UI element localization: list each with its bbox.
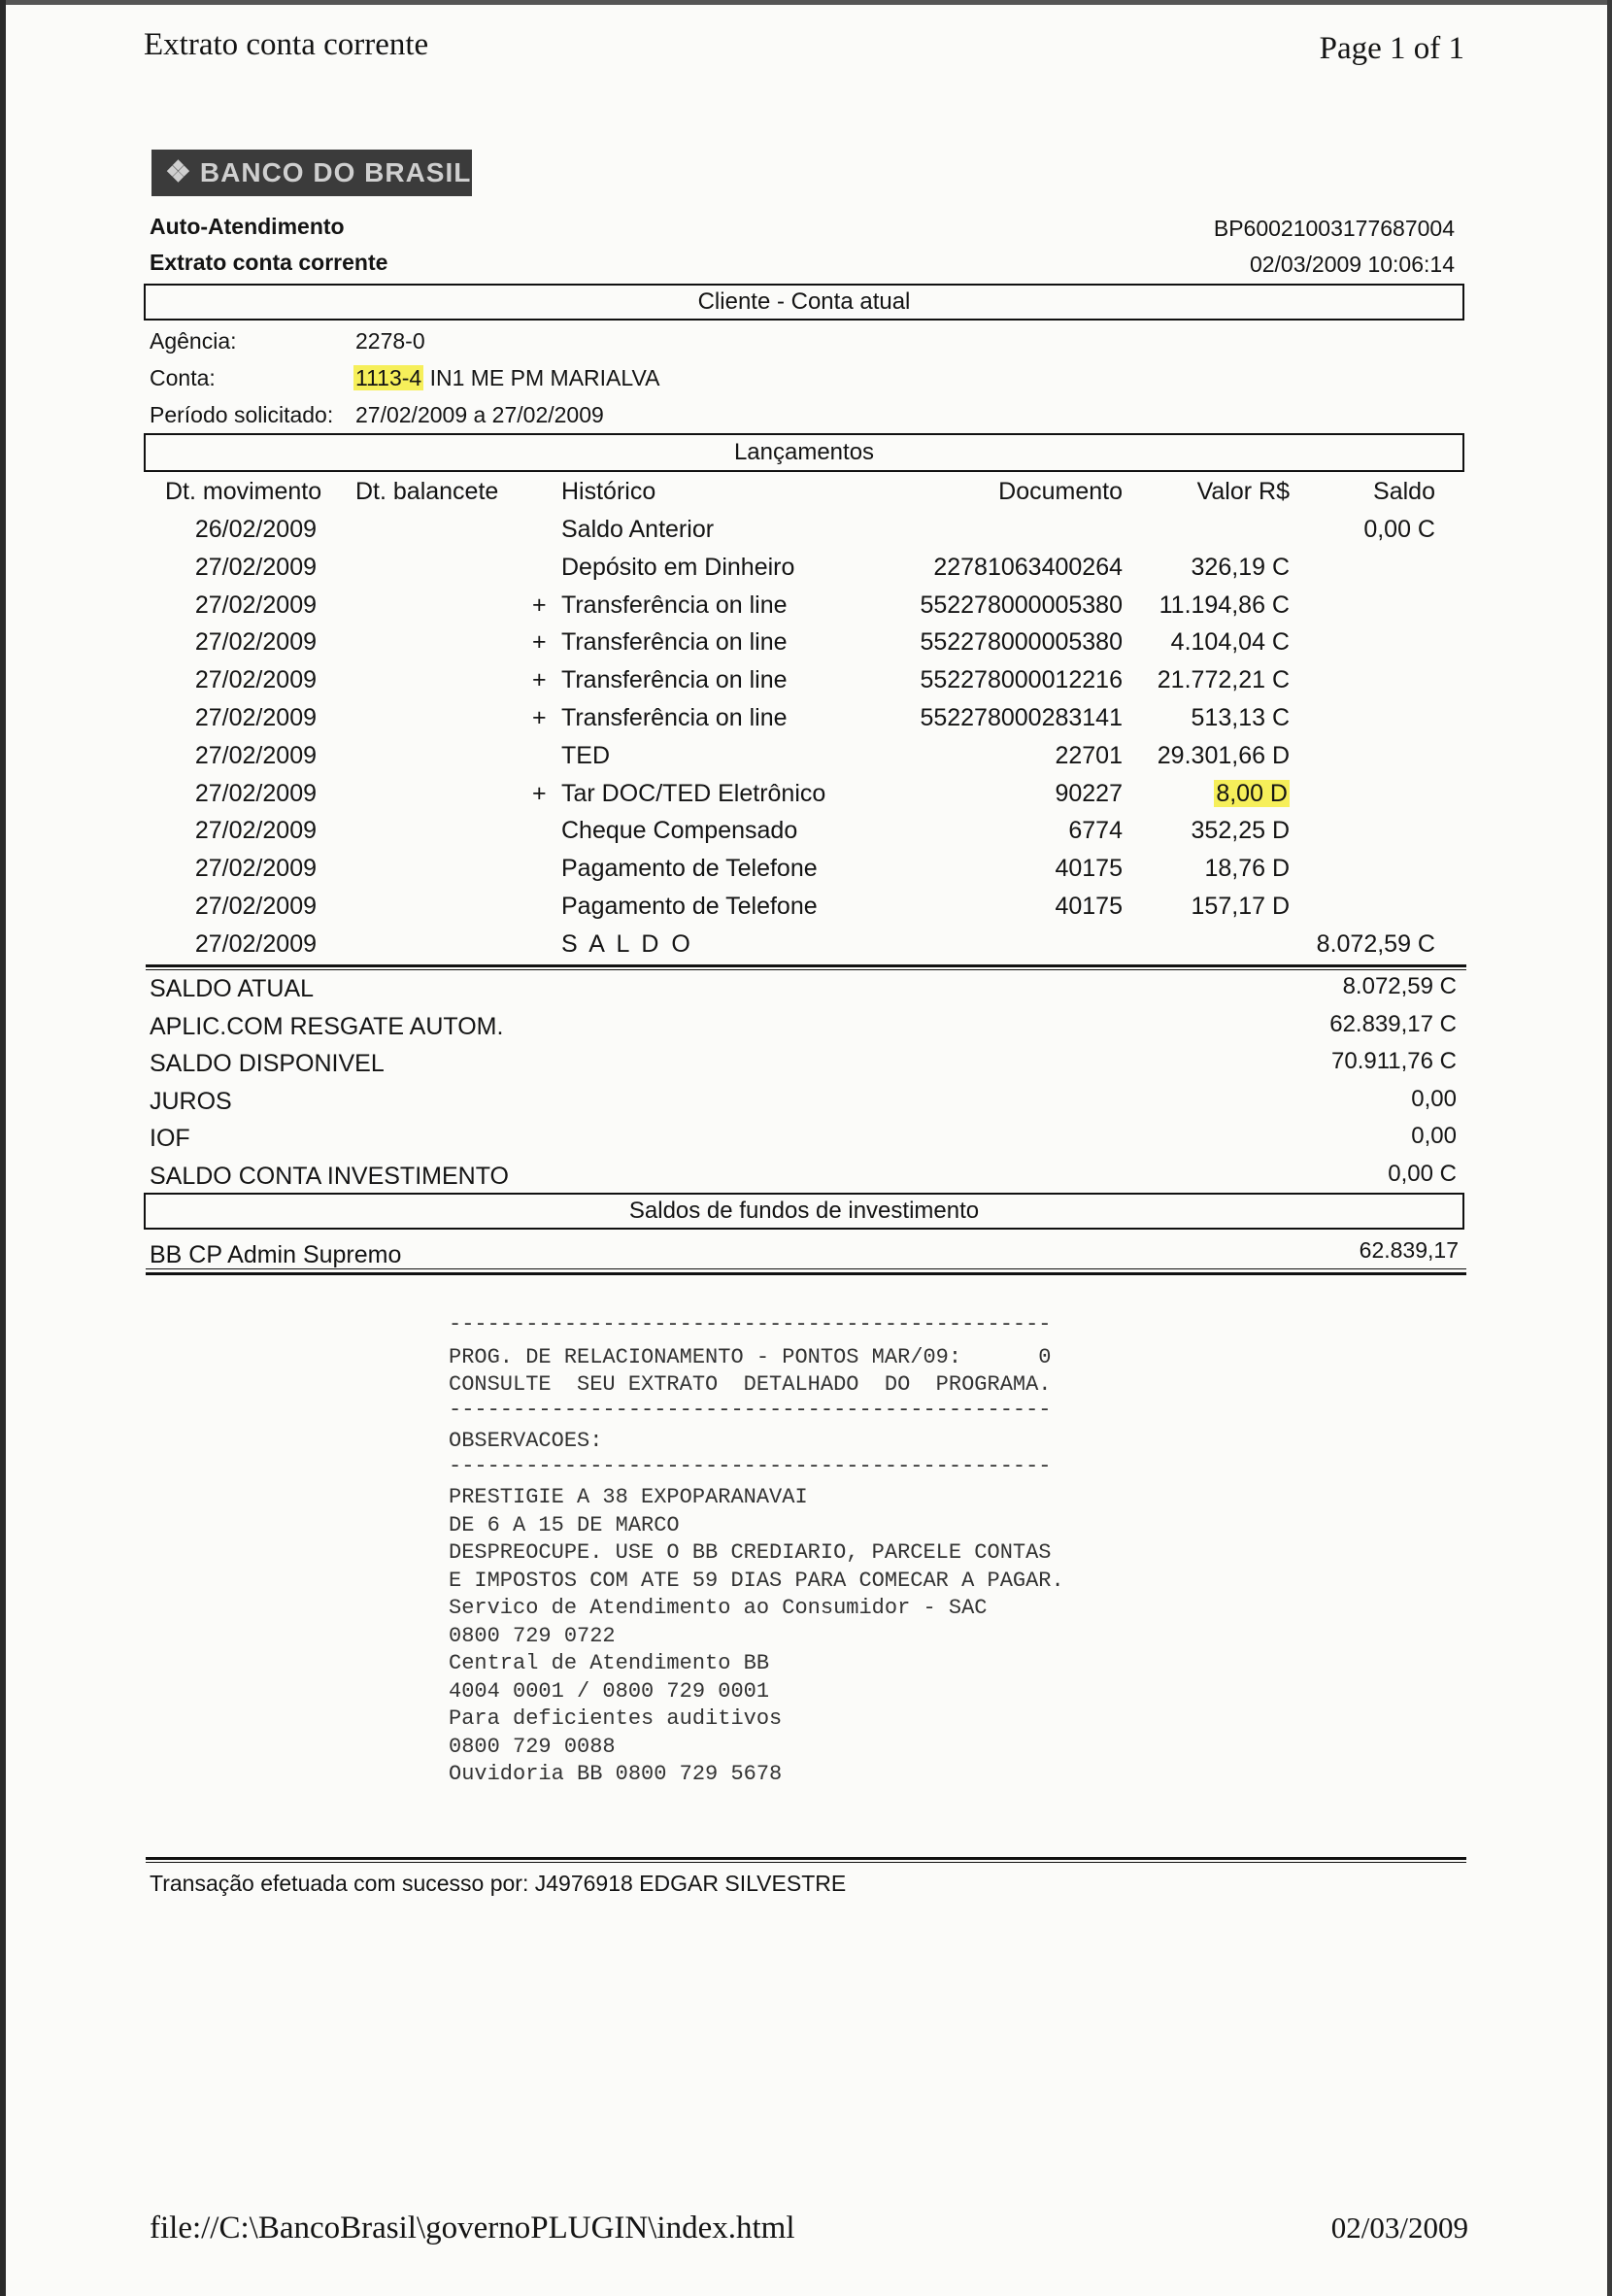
row-historico: Transferência on line [561,591,788,619]
observacao-line: DE 6 A 15 DE MARCO [449,1512,680,1537]
observacao-line: 0800 729 0088 [449,1734,616,1759]
row-date: 27/02/2009 [194,855,317,883]
row-valor [1117,591,1290,620]
row-valor [1117,554,1290,582]
cliente-box-title: Cliente - Conta atual [697,288,911,315]
bank-logo-text: BANCO DO BRASIL [199,157,472,187]
row-date: 27/02/2009 [194,929,317,958]
row-valor [1117,817,1290,845]
row-historico: Pagamento de Telefone [561,893,818,920]
extrato-label: Extrato conta corrente [150,250,388,275]
row-plus-marker: + [532,779,547,807]
bb-logo-icon: ❖ [165,156,192,188]
divider-fundos-bottom-thin [146,1268,1466,1269]
row-historico: Depósito em Dinheiro [561,553,795,581]
fundos-box [144,1193,1464,1230]
row-documento: 552278000005380 [920,628,1123,657]
row-documento: 552278000283141 [920,704,1123,731]
row-valor-text: 513,13 C [1191,704,1290,731]
row-saldo: 8.072,59 C [1316,929,1435,958]
row-date: 27/02/2009 [194,628,317,657]
row-documento: 90227 [1055,779,1123,807]
scan-edge-right [1607,0,1612,2296]
row-valor-text: 4.104,04 C [1170,628,1290,657]
auto-atendimento-label: Auto-Atendimento [150,214,345,239]
divider-transacao [146,1857,1466,1860]
transacao-text: Transação efetuada com sucesso por: J4976918 EDGAR SILVESTRE [150,1871,847,1896]
row-historico: Transferência on line [561,704,788,731]
bank-logo [151,150,472,196]
footer-date: 02/03/2009 [1330,2211,1468,2245]
row-date: 27/02/2009 [194,817,317,845]
conta-number: 1113-4 [355,365,422,390]
lancamentos-box [144,433,1464,472]
observacao-line: E IMPOSTOS COM ATE 59 DIAS PARA COMECAR A PAGAR. [449,1568,1064,1593]
row-date: 27/02/2009 [194,741,317,769]
observacao-line: Central de Atendimento BB [449,1651,770,1675]
summary-label: IOF [150,1125,190,1152]
obs-separator-1: ----------------------------------------------- [449,1312,1052,1336]
row-date: 27/02/2009 [194,666,317,694]
header-historico: Histórico [561,478,656,505]
observacoes-label: OBSERVACOES: [449,1429,603,1453]
fundos-box-title: Saldos de fundos de investimento [628,1198,980,1224]
summary-label: SALDO CONTA INVESTIMENTO [150,1162,509,1190]
observacao-line: PRESTIGIE A 38 EXPOPARANAVAI [449,1485,808,1509]
row-valor-text: 8,00 D [1216,779,1288,807]
divider-summary-top [146,964,1466,967]
observacao-line: Ouvidoria BB 0800 729 5678 [449,1762,783,1786]
row-historico: S A L D O [561,929,693,958]
conta-name: IN1 ME PM MARIALVA [429,365,660,390]
row-valor-text: 18,76 D [1204,855,1290,883]
fundo-name: BB CP Admin Supremo [150,1241,402,1268]
row-historico: Tar DOC/TED Eletrônico [561,779,826,807]
row-date: 27/02/2009 [194,779,317,807]
footer-file-path: file://C:\BancoBrasil\governoPLUGIN\index.html [150,2211,795,2245]
row-valor-text: 21.772,21 C [1157,666,1290,694]
page-number: Page 1 of 1 [1319,31,1464,66]
divider-transacao-thin [146,1862,1466,1863]
observacao-line: 4004 0001 / 0800 729 0001 [449,1678,770,1704]
row-date: 26/02/2009 [194,516,317,543]
summary-label: SALDO DISPONIVEL [150,1050,385,1077]
row-valor [1117,704,1290,732]
summary-value: 0,00 [1411,1085,1457,1112]
prog-relacionamento-line: PROG. DE RELACIONAMENTO - PONTOS MAR/09: 0 [449,1345,1052,1369]
row-valor [1117,855,1290,883]
header-documento: Documento [998,478,1123,505]
row-historico: Transferência on line [561,666,788,694]
row-documento: 552278000005380 [920,591,1123,619]
row-plus-marker: + [532,628,547,657]
row-historico: Saldo Anterior [561,516,715,543]
agencia-value: 2278-0 [355,328,425,354]
periodo-value: 27/02/2009 a 27/02/2009 [355,402,604,427]
row-date: 27/02/2009 [194,553,317,581]
periodo-label: Período solicitado: [150,402,334,427]
row-valor-text: 157,17 D [1191,893,1290,920]
row-documento: 6774 [1068,817,1123,845]
row-historico: Cheque Compensado [561,817,798,845]
fundo-value: 62.839,17 [1359,1237,1459,1263]
row-plus-marker: + [532,591,547,619]
reference-code: BP60021003177687004 [1213,216,1455,241]
header-dt-movimento: Dt. movimento [165,478,322,505]
header-saldo: Saldo [1373,478,1435,505]
scan-edge-top [0,0,1612,5]
conta-label: Conta: [150,365,216,390]
row-valor-text: 326,19 C [1191,553,1290,581]
row-documento: 552278000012216 [920,666,1123,694]
row-historico: Transferência on line [561,628,788,657]
row-saldo: 0,00 C [1363,516,1435,543]
summary-value: 8.072,59 C [1342,973,1457,999]
conta-value [353,365,659,391]
row-date: 27/02/2009 [194,591,317,619]
observacao-line: Para deficientes auditivos [449,1706,783,1731]
page-title: Extrato conta corrente [144,27,429,62]
row-plus-marker: + [532,704,547,731]
row-valor [1117,742,1290,770]
obs-separator-2: ----------------------------------------------- [449,1398,1052,1422]
row-valor [1117,628,1290,657]
observacao-line: 0800 729 0722 [449,1623,616,1648]
header-valor: Valor R$ [1196,478,1290,505]
row-documento: 40175 [1055,893,1123,920]
row-valor [1117,666,1290,694]
observacao-line: DESPREOCUPE. USE O BB CREDIARIO, PARCELE CONTAS [449,1540,1052,1565]
summary-label: JUROS [150,1087,232,1115]
issue-datetime: 02/03/2009 10:06:14 [1249,252,1455,277]
summary-value: 62.839,17 C [1329,1010,1457,1037]
divider-summary-top-thin [146,969,1466,970]
summary-value: 0,00 [1411,1123,1457,1149]
row-valor [1117,893,1290,921]
row-documento: 22781063400264 [933,553,1123,581]
summary-value: 70.911,76 C [1331,1048,1457,1074]
scan-edge-left [0,0,6,2296]
prog-consulte-line: CONSULTE SEU EXTRATO DETALHADO DO PROGRAMA. [449,1372,1052,1397]
lancamentos-box-title: Lançamentos [733,439,875,465]
row-historico: Pagamento de Telefone [561,855,818,883]
row-valor-text: 352,25 D [1191,817,1290,845]
row-date: 27/02/2009 [194,704,317,731]
row-historico: TED [561,741,610,769]
row-plus-marker: + [532,666,547,694]
row-valor-text: 29.301,66 D [1157,741,1290,769]
observacao-line: Servico de Atendimento ao Consumidor - SAC [449,1596,988,1620]
divider-fundos-bottom [146,1272,1466,1275]
row-date: 27/02/2009 [194,893,317,920]
row-valor-text: 11.194,86 C [1159,591,1290,619]
summary-label: APLIC.COM RESGATE AUTOM. [150,1012,504,1040]
obs-separator-3: ----------------------------------------------- [449,1454,1052,1478]
summary-value: 0,00 C [1388,1160,1457,1187]
summary-label: SALDO ATUAL [150,975,315,1002]
cliente-box [144,284,1464,321]
agencia-label: Agência: [150,328,237,354]
header-dt-balancete: Dt. balancete [355,478,499,505]
row-documento: 40175 [1055,855,1123,883]
row-documento: 22701 [1055,741,1123,769]
row-valor [1117,780,1290,808]
